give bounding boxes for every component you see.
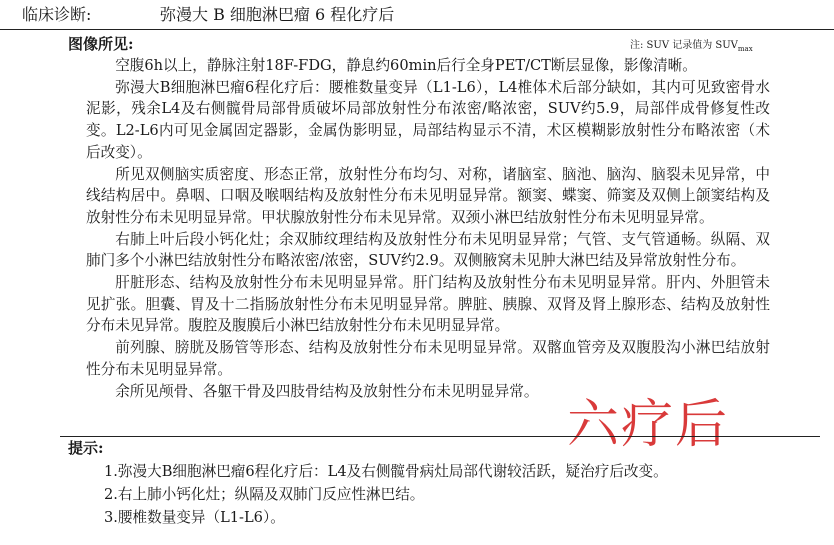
suv-note-subscript: max — [737, 45, 753, 53]
tip-item: 1.弥漫大B细胞淋巴瘤6程化疗后：L4及右侧髋骨病灶局部代谢较活跃，疑治疗后改变。 — [104, 463, 668, 480]
findings-paragraph: 前列腺、膀胱及肠管等形态、结构及放射性分布未见明显异常。双髂血管旁及双腹股沟小淋巴结放射性分布未见明显异常。 — [86, 339, 770, 378]
tips-list — [104, 460, 668, 529]
tip-item: 3.腰椎数量变异（L1-L6）。 — [104, 509, 285, 526]
suv-note-text: 注: SUV 记录值为 SUV — [630, 40, 738, 51]
tips-divider — [60, 436, 820, 437]
clinical-diagnosis-row — [0, 0, 834, 30]
findings-title: 图像所见: — [68, 35, 134, 53]
handwritten-annotation: 六疗后 — [567, 395, 730, 455]
suv-note — [630, 39, 753, 56]
findings-paragraph: 弥漫大B细胞淋巴瘤6程化疗后：腰椎数量变异（L1-L6），L4椎体术后部分缺如，其内可见致密骨水泥影，残余L4及右侧髋骨局部骨质破坏局部放射性分布浓密/略浓密，SUV约5.9，局部伴成骨修复性改变。L2-L6内可见金属固定器影，金属伪影明显，局部结构显示不清，术区模糊影放射性分布略浓密（术后改变）。 — [86, 78, 770, 161]
tips-title: 提示: — [68, 439, 104, 457]
findings-paragraph: 右肺上叶后段小钙化灶；余双肺纹理结构及放射性分布未见明显异常；气管、支气管通畅。纵隔、双肺门多个小淋巴结放射性分布略浓密/浓密，SUV约2.9。双侧腋窝未见肿大淋巴结及异常放射性分布。 — [86, 230, 770, 270]
findings-paragraph: 所见双侧脑实质密度、形态正常，放射性分布均匀、对称，诸脑室、脑池、脑沟、脑裂未见异常，中线结构居中。鼻咽、口咽及喉咽结构及放射性分布未见明显异常。额窦、蝶窦、筛窦及双侧上颌窦结构及放射性分布未见明显异常。甲状腺放射性分布未见异常。双颈小淋巴结放射性分布未见明显异常。 — [86, 165, 770, 226]
findings-body — [86, 55, 770, 402]
tip-item: 2.右上肺小钙化灶；纵隔及双肺门反应性淋巴结。 — [104, 486, 425, 503]
clinical-diagnosis-value: 弥漫大 B 细胞淋巴瘤 6 程化疗后 — [160, 5, 395, 24]
findings-paragraph: 空腹6h以上，静脉注射18F-FDG，静息约60min后行全身PET/CT断层显像，影像清晰。 — [115, 57, 697, 74]
findings-paragraph: 肝脏形态、结构及放射性分布未见明显异常。肝门结构及放射性分布未见明显异常。肝内、外胆管未见扩张。胆囊、胃及十二指肠放射性分布未见明显异常。脾脏、胰腺、双肾及肾上腺形态、结构及放射性分布未见异常。腹腔及腹膜后小淋巴结放射性分布未见明显异常。 — [86, 274, 770, 335]
clinical-diagnosis-label: 临床诊断: — [22, 5, 92, 24]
findings-paragraph: 余所见颅骨、各躯干骨及四肢骨结构及放射性分布未见明显异常。 — [115, 382, 539, 400]
header-divider — [0, 29, 834, 30]
